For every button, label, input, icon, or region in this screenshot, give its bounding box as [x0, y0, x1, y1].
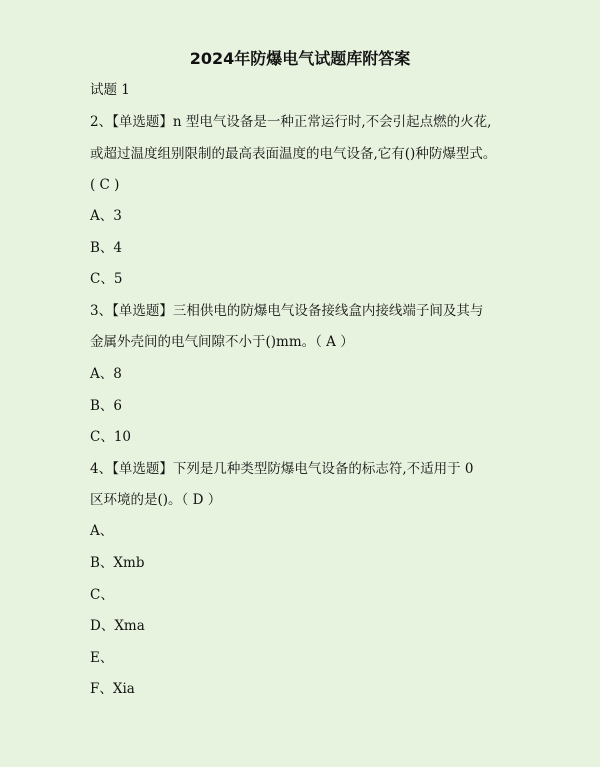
question-3-option-b: B、6: [90, 398, 123, 414]
question-4-option-c: C、: [90, 587, 114, 603]
question-2-option-a: A、3: [90, 208, 122, 224]
question-3-option-c: C、10: [90, 429, 132, 445]
question-4-line-2: 区环境的是()。（ D ）: [90, 492, 222, 508]
question-2-option-b: B、4: [90, 240, 123, 256]
question-4-option-a: A、: [90, 523, 114, 539]
question-4-option-f: F、Xia: [90, 681, 135, 697]
question-2-option-c: C、5: [90, 271, 123, 287]
question-2-line-1: 2、【单选题】n 型电气设备是一种正常运行时,不会引起点燃的火花,: [90, 114, 492, 130]
question-4-option-d: D、Xma: [90, 618, 145, 634]
question-4-option-b: B、Xmb: [90, 555, 145, 571]
question-4-option-e: E、: [90, 650, 114, 666]
question-2-answer: ( C ): [90, 177, 120, 193]
section-label: 试题 1: [90, 82, 130, 98]
question-4-line-1: 4、【单选题】下列是几种类型防爆电气设备的标志符,不适用于 0: [90, 461, 474, 477]
question-2-line-2: 或超过温度组别限制的最高表面温度的电气设备,它有()种防爆型式。: [90, 146, 497, 162]
question-3-line-2: 金属外壳间的电气间隙不小于()mm。（ A ）: [90, 334, 354, 350]
question-3-option-a: A、8: [90, 366, 122, 382]
document-title: 2024年防爆电气试题库附答案: [189, 49, 411, 68]
question-3-line-1: 3、【单选题】三相供电的防爆电气设备接线盒内接线端子间及其与: [90, 303, 484, 319]
